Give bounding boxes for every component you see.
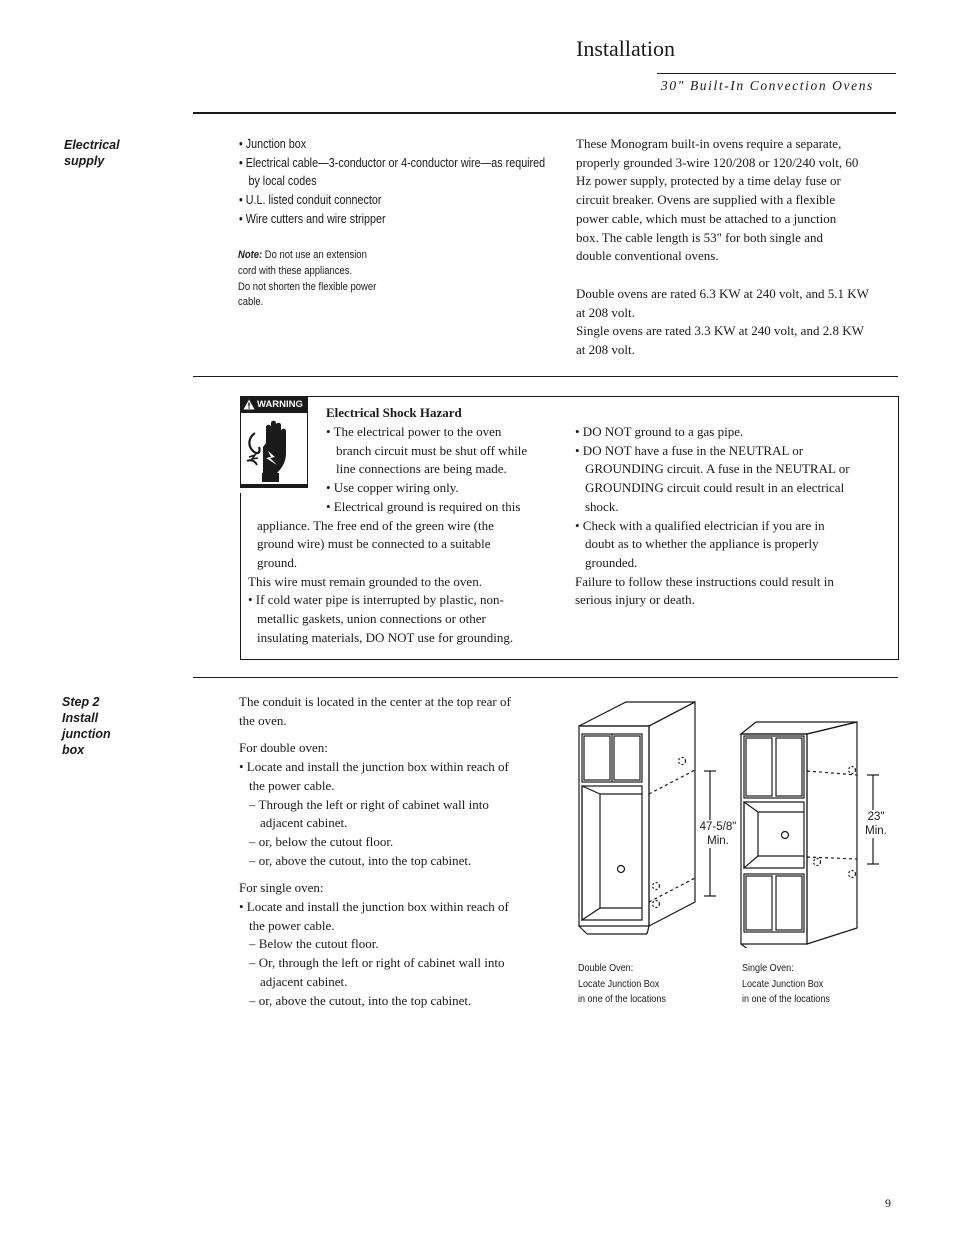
label-line: Install: [62, 711, 99, 725]
single-oven-cabinet: [741, 722, 879, 948]
text-line: the oven.: [239, 712, 287, 728]
warning-heading: Electrical Shock Hazard: [326, 405, 462, 420]
list-item: by local codes: [248, 174, 317, 189]
single-oven-caption: [742, 961, 844, 1008]
double-oven-dimension: [697, 820, 739, 848]
text-line: • Locate and install the junction box within reach of: [239, 759, 509, 775]
text-line: • Locate and install the junction box within reach of: [239, 899, 509, 915]
text-line: ground.: [257, 554, 298, 570]
text-line: – or, below the cutout floor.: [249, 833, 394, 849]
page-number: 9: [885, 1196, 891, 1210]
text-line: • DO NOT ground to a gas pipe.: [575, 424, 744, 439]
text-line: doubt as to whether the appliance is properly: [585, 536, 819, 552]
section-rule: [193, 677, 898, 678]
caption-line: Locate Junction Box: [742, 977, 824, 990]
caption-line: Locate Junction Box: [578, 977, 660, 990]
list-item: • Electrical cable—3-conductor or 4-conductor wire—as required: [239, 155, 546, 170]
text-line: ground wire) must be connected to a suitable: [257, 536, 491, 552]
text-line: The conduit is located in the center at the top rear of: [239, 694, 511, 709]
text-line: metallic gaskets, union connections or other: [257, 611, 486, 627]
text-line: – or, above the cutout, into the top cabinet.: [249, 992, 472, 1008]
section-rule: [193, 376, 898, 377]
text-line: at 208 volt.: [576, 342, 635, 358]
dimension-min: Min.: [707, 835, 729, 847]
single-oven-heading: For single oven:: [239, 880, 324, 896]
text-line: grounded.: [585, 554, 638, 570]
step2-instructions: [239, 693, 564, 1010]
list-item: • Wire cutters and wire stripper: [239, 211, 386, 226]
warning-right-column: [575, 423, 893, 610]
text-line: serious injury or death.: [575, 592, 695, 608]
note-text: Do not use an extension: [262, 249, 367, 261]
text-line: • Check with a qualified electrician if you are in: [575, 517, 825, 533]
label-line: supply: [64, 154, 105, 168]
list-item: • Junction box: [239, 137, 307, 151]
label-line: Electrical: [64, 138, 120, 152]
note-line: [238, 248, 376, 264]
power-supply-paragraph: [576, 135, 906, 266]
list-item: • U.L. listed conduit connector: [239, 193, 382, 208]
text-line: • Use copper wiring only.: [326, 480, 459, 496]
text-line: circuit breaker. Ovens are supplied with a flexible: [576, 192, 836, 208]
text-line: appliance. The free end of the green wire (the: [257, 517, 494, 533]
header-short-rule: [657, 73, 896, 74]
page-subtitle: 30" Built-In Convection Ovens: [661, 78, 874, 93]
text-line: adjacent cabinet.: [260, 973, 348, 989]
text-line: GROUNDING circuit. A fuse in the NEUTRAL or: [585, 461, 850, 477]
text-line: • The electrical power to the oven: [326, 424, 502, 439]
text-line: – or, above the cutout, into the top cabinet.: [249, 852, 472, 868]
page-title: Installation: [576, 36, 675, 61]
text-line: the power cable.: [249, 777, 335, 793]
warning-label: WARNING: [257, 399, 303, 410]
text-line: – Or, through the left or right of cabinet wall into: [249, 955, 505, 971]
text-line: the power cable.: [249, 917, 335, 933]
dimension-value: 47-5/8": [699, 821, 737, 833]
warning-left-column: [248, 423, 568, 647]
dimension-min: Min.: [865, 825, 887, 837]
text-line: • If cold water pipe is interrupted by plastic, non-: [248, 592, 504, 608]
rating-paragraph: [576, 285, 906, 360]
caption-line: Single Oven:: [742, 962, 794, 974]
double-oven-heading: For double oven:: [239, 740, 328, 756]
text-line: Failure to follow these instructions could result in: [575, 573, 834, 589]
double-oven-caption: [578, 961, 680, 1008]
text-line: branch circuit must be shut off while: [336, 442, 528, 458]
label-line: Step 2: [62, 695, 100, 709]
caption-line: Double Oven:: [578, 962, 634, 974]
text-line: line connections are being made.: [336, 461, 507, 477]
header-main-rule: [193, 112, 896, 114]
text-line: power cable, which must be attached to a junction: [576, 210, 837, 226]
text-line: box. The cable length is 53" for both single and: [576, 229, 823, 245]
single-oven-dimension: [862, 810, 890, 838]
text-line: – Below the cutout floor.: [249, 936, 379, 952]
text-line: shock.: [585, 498, 619, 514]
text-line: • Electrical ground is required on this: [326, 498, 521, 514]
extension-cord-note: [238, 248, 399, 311]
materials-list: [239, 135, 595, 229]
text-line: Double ovens are rated 6.3 KW at 240 volt, and 5.1 KW: [576, 286, 869, 301]
electrical-supply-label: [64, 137, 120, 169]
note-line: cable.: [238, 296, 264, 309]
text-line: GROUNDING circuit could result in an electrical: [585, 480, 845, 496]
label-line: box: [62, 743, 85, 757]
dimension-value: 23": [867, 811, 885, 823]
note-label: Note:: [238, 249, 263, 261]
caption-line: in one of the locations: [578, 993, 666, 1005]
caption-line: in one of the locations: [742, 993, 830, 1005]
text-line: These Monogram built-in ovens require a separate,: [576, 136, 842, 151]
step2-label: [62, 694, 111, 758]
text-line: double conventional ovens.: [576, 248, 719, 264]
text-line: This wire must remain grounded to the oven.: [248, 573, 482, 589]
warning-triangle-icon: [243, 399, 255, 410]
note-line: Do not shorten the flexible power: [238, 280, 377, 293]
double-oven-cabinet: [579, 702, 716, 934]
text-line: adjacent cabinet.: [260, 815, 348, 831]
text-line: – Through the left or right of cabinet wall into: [249, 796, 489, 812]
text-line: insulating materials, DO NOT use for grounding.: [257, 629, 514, 645]
text-line: at 208 volt.: [576, 304, 635, 320]
text-line: Hz power supply, protected by a time delay fuse or: [576, 173, 841, 189]
text-line: • DO NOT have a fuse in the NEUTRAL or: [575, 442, 804, 458]
text-line: Single ovens are rated 3.3 KW at 240 volt, and 2.8 KW: [576, 323, 864, 339]
note-line: cord with these appliances.: [238, 264, 353, 277]
label-line: junction: [62, 727, 111, 741]
text-line: properly grounded 3-wire 120/208 or 120/240 volt, 60: [576, 154, 859, 170]
